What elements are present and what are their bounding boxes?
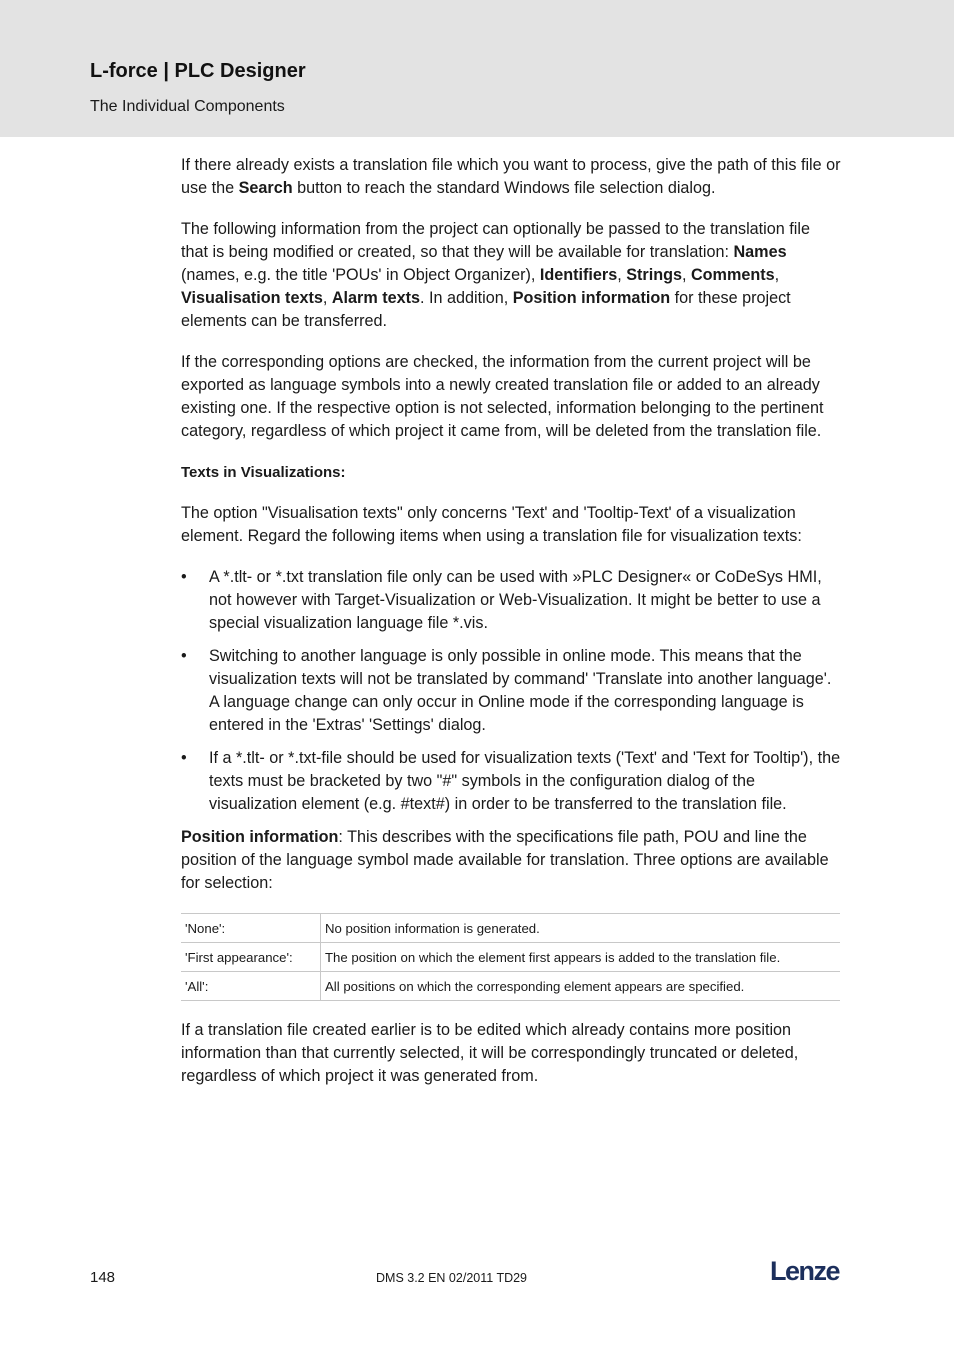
paragraph-information [181,218,841,333]
table-cell-value: All positions on which the corresponding element appears are specified. [321,972,841,1001]
text-segment: , [774,266,780,284]
chapter-subtitle: The Individual Components [90,98,285,115]
list-item [181,747,841,816]
text-segment: , [617,266,627,284]
bold-term-comments: Comments [690,266,775,284]
lenze-logo: Lenze [770,1256,840,1286]
page-header [0,0,954,137]
list-item-text: A *.tlt- or *.txt translation file only can be used with »PLC Designer« or CoDeSys HMI, not however with Target-Visualization or Web-Visualization. It might be better to use a special visualization language file *.vis. [209,568,822,632]
bullet-list [181,566,841,816]
table-cell-key: 'First appearance': [181,943,321,972]
paragraph-visualisation-texts: The option "Visualisation texts" only concerns 'Text' and 'Tooltip-Text' of a visualization element. Regard the following items when using a translation file for visualization texts: [181,504,802,545]
text-segment: button to reach the standard Windows file selection dialog. [292,179,716,197]
list-item-text: Switching to another language is only possible in online mode. This means that the visualization texts will not be translated by command' 'Translate into another language'. A language change can only occur in Online mode if the corresponding language is entered in the 'Extras' 'Settings' dialog. [209,647,832,734]
paragraph-search [181,154,841,200]
list-item-text: If a *.tlt- or *.txt-file should be used for visualization texts ('Text' and 'Text for Tooltip'), the texts must be bracketed by two "#" symbols in the configuration dialog of the visualization element (e.g. #text#) in order to be transferred to the translation file. [209,749,841,813]
bold-term-search: Search [238,179,293,197]
text-segment: . In addition, [420,289,513,307]
list-item [181,566,841,635]
paragraph-position-information [181,826,841,895]
bold-term-visualisation-texts: Visualisation texts [181,289,323,307]
position-options-table [181,913,840,1001]
main-content [181,154,841,1106]
bold-term-position-information: Position information [512,289,671,307]
document-title: L-force | PLC Designer [90,60,306,82]
text-segment: , [681,266,691,284]
bold-term-position-information: Position information [181,828,339,846]
bold-term-identifiers: Identifiers [539,266,618,284]
table-cell-key: 'All': [181,972,321,1001]
table-row [181,914,840,943]
text-segment: (names, e.g. the title 'POUs' in Object Organizer), [181,266,540,284]
bold-term-strings: Strings [626,266,682,284]
bullet-marker: • [181,568,187,586]
text-segment: for these project elements can be transferred. [181,289,791,330]
list-item [181,645,841,737]
table-cell-value: No position information is generated. [321,914,841,943]
text-segment: , [322,289,332,307]
bullet-marker: • [181,647,187,665]
table-row [181,972,840,1001]
paragraph-truncation: If a translation file created earlier is to be edited which already contains more position information than that currently selected, it will be correspondingly truncated or deleted, regardless of which project it was generated from. [181,1021,799,1085]
page-number: 148 [90,1269,116,1286]
bold-term-names: Names [733,243,787,261]
section-heading-visualizations: Texts in Visualizations: [181,464,346,481]
document-reference: DMS 3.2 EN 02/2011 TD29 [376,1271,528,1285]
text-segment: If there already exists a translation file which you want to process, give the path of this file or use the [181,156,841,197]
paragraph-options-checked: If the corresponding options are checked, the information from the current project will be exported as language symbols into a newly created translation file or added to an already existing one. If the respective option is not selected, information belonging to the pertinent category, regardless of which project it came from, will be deleted from the translation file. [181,353,824,440]
table-cell-value: The position on which the element first appears is added to the translation file. [321,943,841,972]
bold-term-alarm-texts: Alarm texts [331,289,421,307]
text-segment: : This describes with the specifications file path, POU and line the position of the language symbol made available for translation. Three options are available for selection: [181,828,829,892]
text-segment: The following information from the project can optionally be passed to the translation file that is being modified or created, so that they will be available for translation: [181,220,810,261]
table-row [181,943,840,972]
table-cell-key: 'None': [181,914,321,943]
bullet-marker: • [181,749,187,767]
